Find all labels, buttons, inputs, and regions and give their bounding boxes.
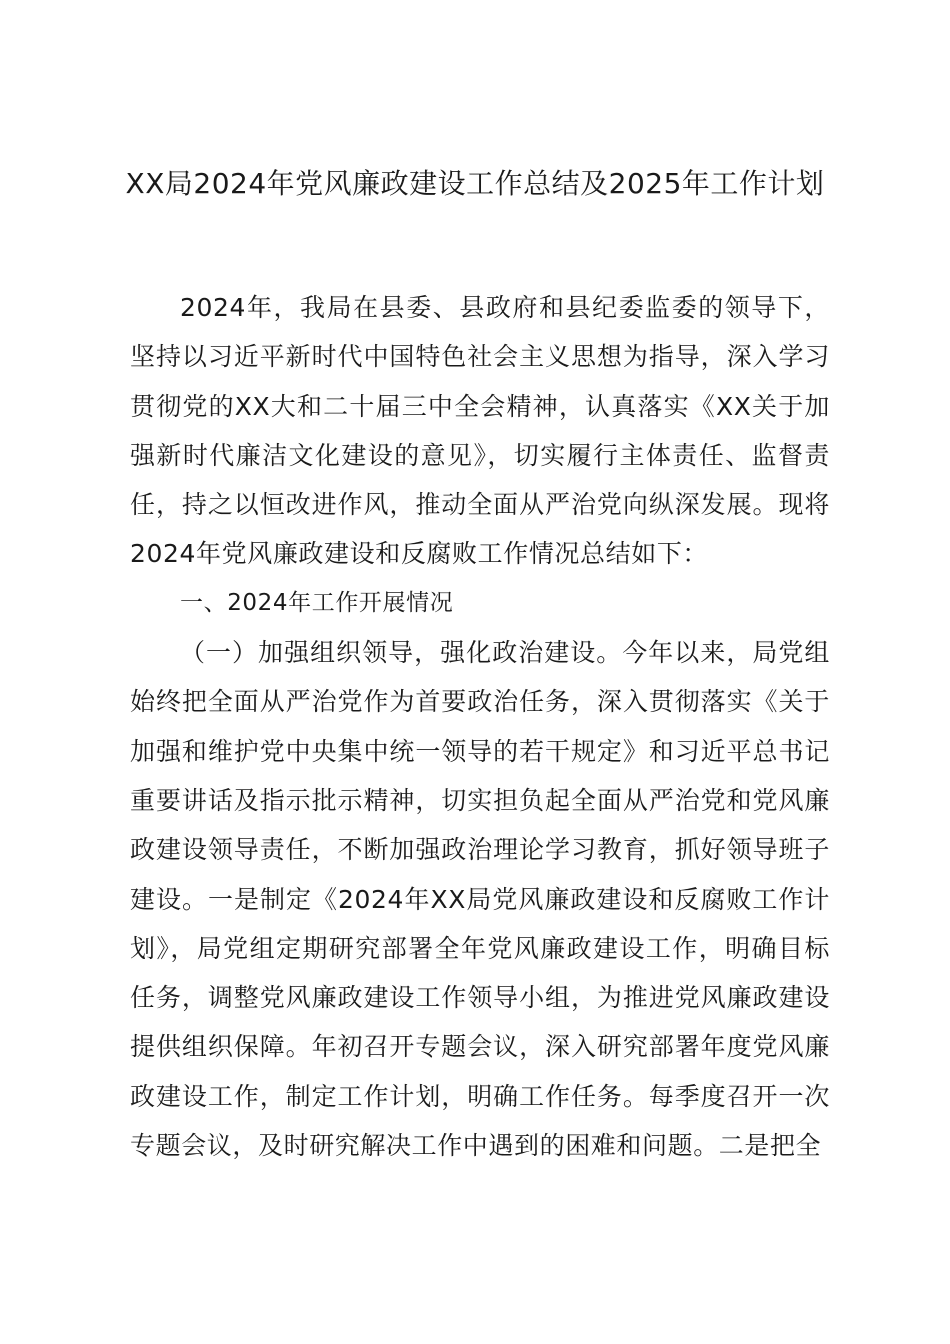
document-title: XX局2024年党风廉政建设工作总结及2025年工作计划 xyxy=(125,167,825,200)
document-body xyxy=(130,283,830,1170)
section-paragraph: （一）加强组织领导，强化政治建设。今年以来，局党组始终把全面从严治党作为首要政治任务，深入贯彻落实《关于加强和维护党中央集中统一领导的若干规定》和习近平总书记重要讲话及指示批示精神，切实担负起全面从严治党和党风廉政建设领导责任，不断加强政治理论学习教育，抓好领导班子建设。一是制定《2024年XX局党风廉政建设和反腐败工作计划》，局党组定期研究部署全年党风廉政建设工作，明确目标任务，调整党风廉政建设工作领导小组，为推进党风廉政建设提供组织保障。年初召开专题会议，深入研究部署年度党风廉政建设工作，制定工作计划，明确工作任务。每季度召开一次专题会议，及时研究解决工作中遇到的困难和问题。二是把全 xyxy=(130,638,830,1161)
section-heading: 一、2024年工作开展情况 xyxy=(180,589,454,616)
intro-paragraph: 2024年，我局在县委、县政府和县纪委监委的领导下，坚持以习近平新时代中国特色社会主义思想为指导，深入学习贯彻党的XX大和二十届三中全会精神，认真落实《XX关于加强新时代廉洁文化建设的意见》，切实履行主体责任、监督责任，持之以恒改进作风，推动全面从严治党向纵深发展。现将2024年党风廉政建设和反腐败工作情况总结如下： xyxy=(130,293,830,569)
